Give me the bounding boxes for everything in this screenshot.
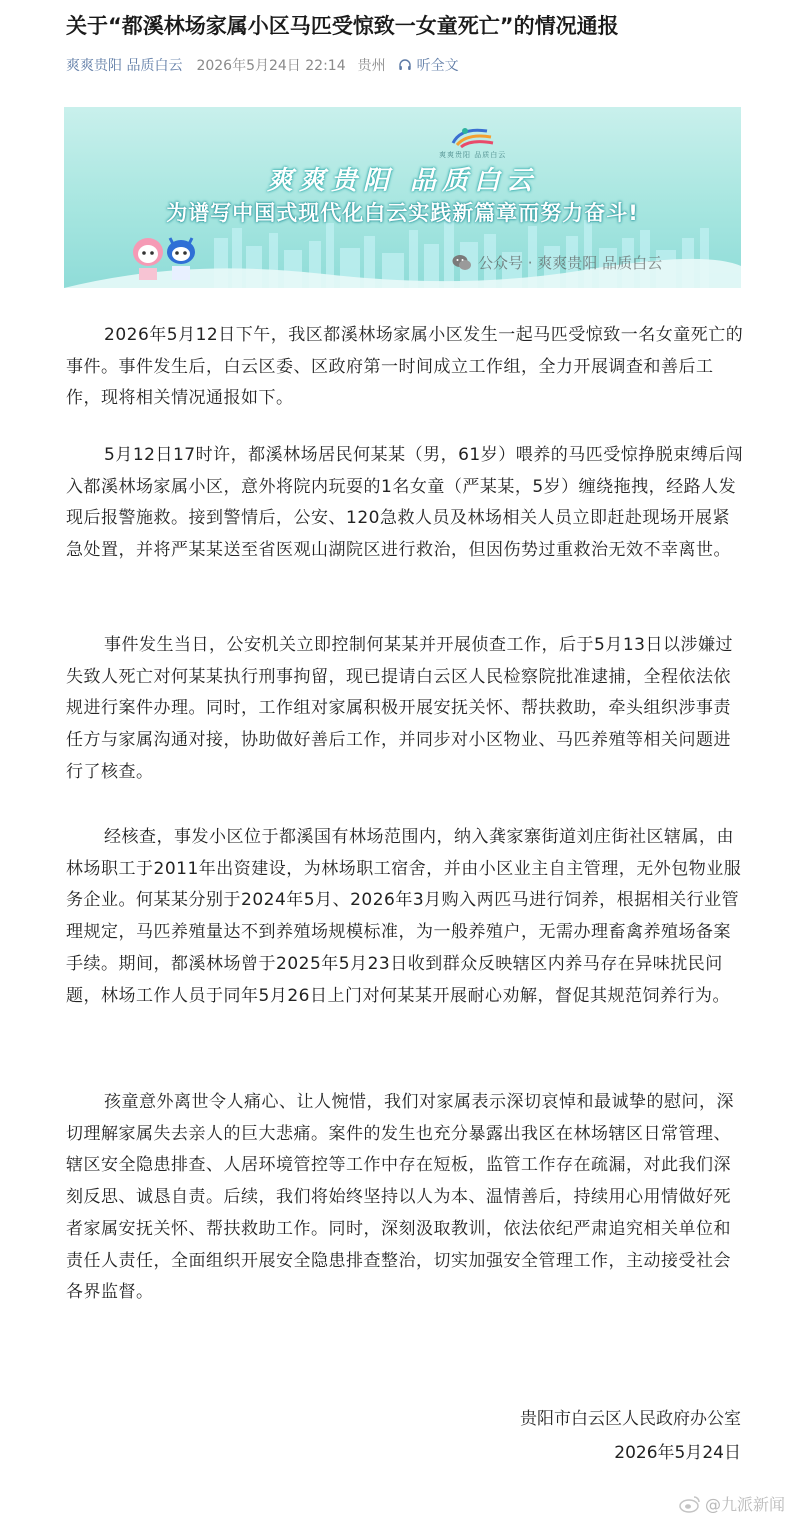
weibo-icon (679, 1495, 701, 1513)
paragraph-2: 5月12日17时许，都溪林场居民何某某（男，61岁）喂养的马匹受惊挣脱束缚后闯入都溪林场家属小区，意外将院内玩耍的1名女童（严某某，5岁）缠绕拖拽，经路人发现后报警施救。接到警情后，公安、120急救人员及林场相关人员立即赶赴现场开展紧急处置，并将严某某送至省医观山湖院区进行救治，但因伤势过重救治无效不幸离世。 (66, 445, 744, 561)
watermark-text: 公众号 · 爽爽贵阳 品质白云 (478, 254, 663, 272)
wechat-account-watermark (452, 252, 662, 273)
mascot-blue-icon (164, 232, 198, 282)
headphones-icon (398, 58, 412, 72)
paragraph-4: 经核查，事发小区位于都溪国有林场范围内，纳入龚家寨街道刘庄街社区辖属，由林场职工于2011年出资建设，为林场职工宿舍，并由小区业主自主管理，无外包物业服务企业。何某某分别于2024年5月、2026年3月购入两匹马进行饲养，根据相关行业管理规定，马匹养殖量达不到养殖场规模标准，为一般养殖户，无需办理畜禽养殖场备案手续。期间，都溪林场曾于2025年5月23日收到群众反映辖区内养马存在异味扰民问题，林场工作人员于同年5月26日上门对何某某开展耐心劝解，督促其规范饲养行为。 (66, 827, 742, 1006)
logo-caption: 爽爽贵阳 品质白云 (439, 151, 507, 159)
article-title: 关于“都溪林场家属小区马匹受惊致一女童死亡”的情况通报 (66, 14, 619, 38)
paragraph-1: 2026年5月12日下午，我区都溪林场家属小区发生一起马匹受惊致一名女童死亡的事件。事件发生后，白云区委、区政府第一时间成立工作组，全力开展调查和善后工作，现将相关情况通报如下。 (66, 325, 744, 409)
source-watermark-text: @九派新闻 (704, 1495, 785, 1514)
header-banner (64, 107, 741, 288)
article-meta (66, 54, 459, 76)
signature-date: 2026年5月24日 (614, 1443, 741, 1463)
signature-organization: 贵阳市白云区人民政府办公室 (520, 1409, 741, 1429)
mascot-pink-icon (130, 234, 166, 282)
baiyun-logo-icon (447, 123, 497, 151)
paragraph-5: 孩童意外离世令人痛心、让人惋惜，我们对家属表示深切哀悼和最诚挚的慰问，深切理解家属失去亲人的巨大悲痛。案件的发生也充分暴露出我区在林场辖区日常管理、辖区安全隐患排查、人居环境管控等工作中存在短板，监管工作存在疏漏，对此我们深刻反思、诚恳自责。后续，我们将始终坚持以人为本、温情善后，持续用心用情做好死者家属安抚关怀、帮扶救助工作。同时，深刻汲取教训，依法依纪严肃追究相关单位和责任人责任，全面组织开展安全隐患排查整治，切实加强安全管理工作，主动接受社会各界监督。 (66, 1092, 734, 1303)
paragraph-3: 事件发生当日，公安机关立即控制何某某并开展侦查工作，后于5月13日以涉嫌过失致人死亡对何某某执行刑事拘留，现已提请白云区人民检察院批准逮捕，全程依法依规进行案件办理。同时，工作组对家属积极开展安抚关怀、帮扶救助，牵头组织涉事责任方与家属沟通对接，协助做好善后工作，并同步对小区物业、马匹养殖等相关问题进行了核查。 (66, 635, 733, 782)
listen-button[interactable] (398, 55, 459, 75)
wechat-icon (452, 254, 472, 272)
banner-slogan-primary: 爽爽贵阳 品质白云 (266, 166, 539, 196)
banner-slogan-secondary: 为谱写中国式现代化白云实践新篇章而努力奋斗! (166, 201, 639, 225)
listen-label: 听全文 (416, 58, 459, 74)
account-name-link[interactable]: 爽爽贵阳 品质白云 (66, 58, 183, 74)
source-watermark (679, 1492, 785, 1515)
publish-datetime: 2026年5月24日 22:14 (196, 58, 346, 74)
publish-location: 贵州 (357, 58, 386, 74)
